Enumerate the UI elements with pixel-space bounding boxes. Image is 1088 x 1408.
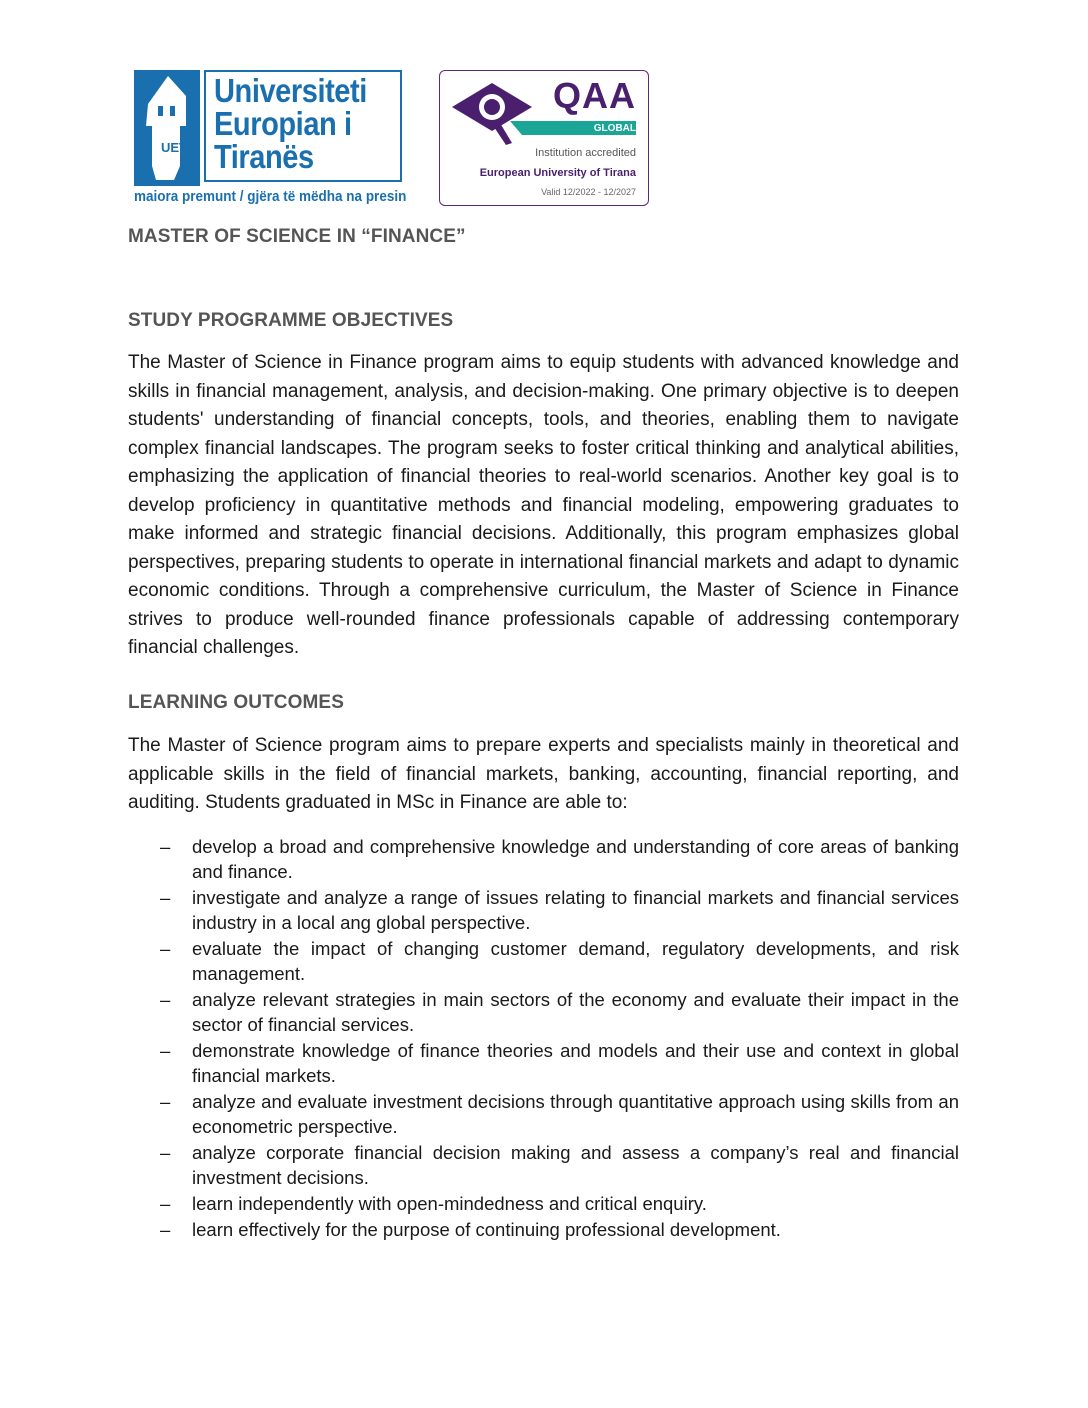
qaa-accreditation-badge	[439, 70, 649, 206]
list-item-text: analyze relevant strategies in main sectors of the economy and evaluate their impact in the sector of financial services.	[192, 989, 959, 1035]
list-item-text: investigate and analyze a range of issues relating to financial markets and financial services industry in a local ang global perspective.	[192, 887, 959, 933]
qaa-university-name: European University of Tirana	[479, 167, 636, 179]
list-item-text: analyze corporate financial decision making and assess a company’s real and financial investment decisions.	[192, 1142, 959, 1188]
objectives-paragraph: The Master of Science in Finance program aims to equip students with advanced knowledge and skills in financial management, analysis, and decision-making. One primary objective is to deepen students' understanding of financial concepts, tools, and theories, enabling them to navigate complex financial landscapes. The program seeks to foster critical thinking and analytical abilities, emphasizing the application of financial theories to real-world scenarios. Another key goal is to develop proficiency in quantitative methods and financial modeling, empowering graduates to make informed and strategic financial decisions. Additionally, this program emphasizes global perspectives, preparing students to operate in international financial markets and adapt to dynamic economic conditions. Through a comprehensive curriculum, the Master of Science in Finance strives to produce well-rounded finance professionals capable of addressing contemporary financial challenges.	[128, 352, 959, 658]
list-item	[128, 834, 959, 884]
list-item	[128, 936, 959, 986]
qaa-validity: Valid 12/2022 - 12/2027	[541, 187, 636, 197]
list-item	[128, 1191, 959, 1216]
university-motto: maiora premunt / gjëra të mëdha na presin	[134, 188, 407, 205]
qaa-global-label: GLOBAL	[593, 123, 636, 134]
list-item-text: evaluate the impact of changing customer demand, regulatory developments, and risk management.	[192, 938, 959, 984]
university-name-line-3: Tiranës	[214, 138, 314, 175]
objectives-heading: STUDY PROGRAMME OBJECTIVES	[128, 310, 454, 331]
list-item	[128, 987, 959, 1037]
university-emblem-icon	[134, 70, 200, 186]
university-name-line-2: Europian i	[214, 105, 352, 142]
list-item	[128, 1140, 959, 1190]
bullet-dash: –	[160, 938, 171, 959]
svg-text:UET: UET	[161, 140, 187, 155]
bullet-dash: –	[160, 1040, 171, 1061]
bullet-dash: –	[160, 1091, 171, 1112]
qaa-wordmark: QAA	[553, 75, 636, 116]
qaa-institution-accredited: Institution accredited	[535, 147, 636, 159]
list-item-text: learn effectively for the purpose of continuing professional development.	[192, 1219, 781, 1240]
bullet-dash: –	[160, 989, 171, 1010]
list-item	[128, 1038, 959, 1088]
list-item	[128, 1089, 959, 1139]
programme-title: MASTER OF SCIENCE IN “FINANCE”	[128, 226, 466, 247]
outcomes-list	[128, 834, 959, 1243]
list-item-text: demonstrate knowledge of finance theories and models and their use and context in global financial markets.	[192, 1040, 959, 1086]
outcomes-heading: LEARNING OUTCOMES	[128, 692, 344, 713]
list-item	[128, 885, 959, 935]
list-item-text: analyze and evaluate investment decisions through quantitative approach using skills from an econometric perspective.	[192, 1091, 959, 1137]
university-logo	[134, 70, 407, 210]
bullet-dash: –	[160, 1193, 171, 1214]
university-name	[214, 74, 367, 173]
bullet-dash: –	[160, 1219, 171, 1240]
university-name-line-1: Universiteti	[214, 72, 367, 109]
bullet-dash: –	[160, 887, 171, 908]
list-item	[128, 1217, 959, 1242]
list-item-text: learn independently with open-mindedness and critical enquiry.	[192, 1193, 707, 1214]
outcomes-intro: The Master of Science program aims to prepare experts and specialists mainly in theoretical and applicable skills in the field of financial markets, banking, accounting, financial reporting, and auditing. Students graduated in MSc in Finance are able to:	[128, 735, 959, 813]
bullet-dash: –	[160, 1142, 171, 1163]
bullet-dash: –	[160, 836, 171, 857]
list-item-text: develop a broad and comprehensive knowledge and understanding of core areas of banking and finance.	[192, 836, 959, 882]
